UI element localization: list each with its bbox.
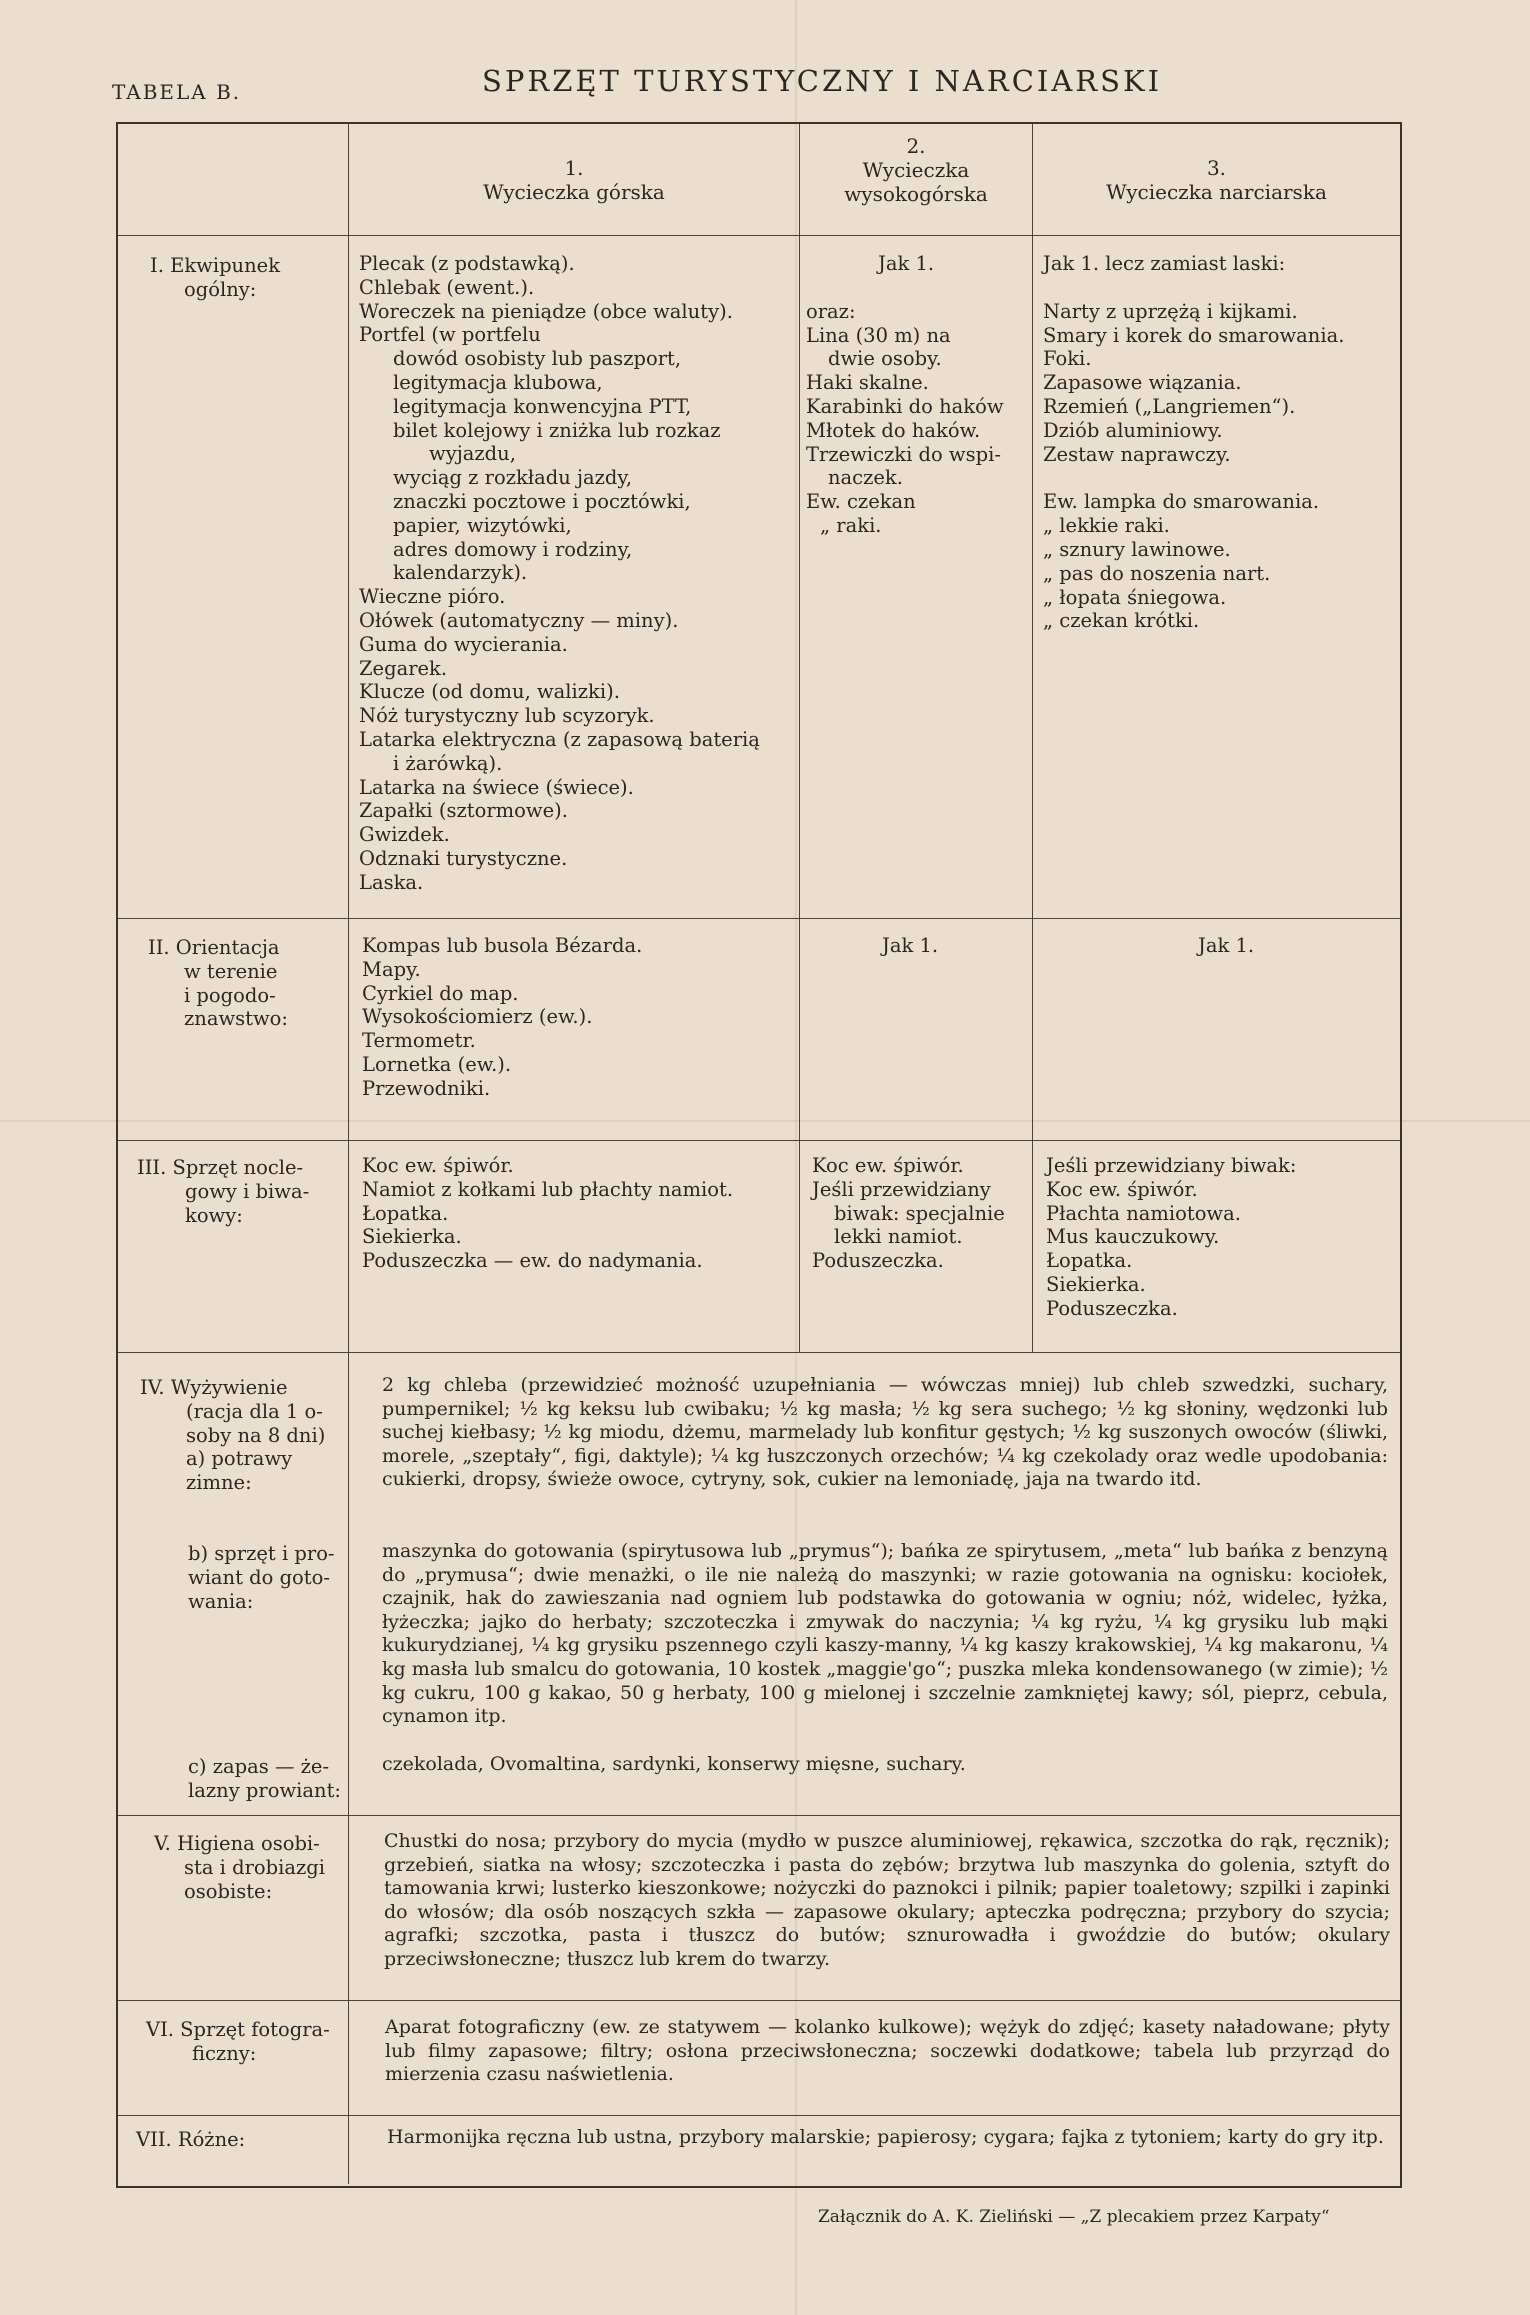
list-item: bilet kolejowy i zniżka lub rozkaz [393,418,721,442]
ekwipunek-col2-list [806,252,1004,538]
list-item: Smary i korek do smarowania. [1043,323,1345,347]
list-item: Portfel (w portfelu [359,323,541,347]
list-item: Foki. [1043,347,1092,371]
list-item: dowód osobisty lub paszport, [393,347,682,371]
list-item: Chlebak (ewent.). [359,275,535,299]
list-item: Plecak (z podstawką). [359,252,575,275]
rule-section-3 [118,1352,1400,1353]
list-item: znaczki pocztowe i pocztówki, [393,489,691,513]
list-item: „ czekan krótki. [1043,609,1200,633]
list-item: Lina (30 m) na [806,323,951,347]
footer-note: Załącznik do A. K. Zieliński — „Z plecakiem przez Karpaty“ [818,2207,1330,2227]
rule-section-2 [118,1140,1400,1141]
wyzywienie-a-text: 2 kg chleba (przewidzieć możność uzupełniania — wówczas mniej) lub chleb szwedzki, suchary, pumpernikel; ½ kg keksu lub cwibaku; ½ kg masła; ½ kg sera suchego; ½ kg słoniny, wędzonki lub suchej kiełbasy; ½ kg miodu, dżemu, marmelady lub konfitur gęstych; ½ kg suszonych owoców (śliwki, morele, „szeptały“, figi, daktyle); ¼ kg łuszczonych orzechów; ¼ kg czekolady oraz wedle upodobania: cukierki, dropsy, świeże owoce, cytryny, sok, cukier na lemoniadę, jaja na twardo itd. [382,1374,1388,1491]
list-item: Zapasowe wiązania. [1043,371,1242,395]
list-item: Koc ew. śpiwór. [812,1154,964,1177]
list-item: Wieczne pióro. [359,585,506,609]
rule-section-4 [118,1815,1400,1816]
category-wyzywienie-a: IV. Wyżywienie (racja dla 1 o- soby na 8 dni) a) potrawy zimne: [140,1376,326,1495]
list-item: Latarka elektryczna (z zapasową baterią [359,727,760,751]
list-item: Przewodniki. [362,1076,491,1100]
list-item: kalendarzyk). [393,561,528,585]
list-item: oraz: [806,299,856,323]
column-header-1: 1. Wycieczka górska [483,156,665,204]
rule-header [118,235,1400,236]
list-item: Ew. czekan [806,490,916,514]
category-rozne: VII. Różne: [136,2128,246,2151]
list-item: Gwizdek. [359,823,450,847]
list-item: Haki skalne. [806,371,929,395]
nocleg-col3-list [1046,1154,1296,1321]
category-nocleg: III. Sprzęt nocle- gowy i biwa- kowy: [137,1156,310,1227]
list-item: Siekierka. [362,1225,462,1249]
list-item: „ pas do noszenia nart. [1043,561,1271,585]
foto-text: Aparat fotograficzny (ew. ze statywem — kolanko kulkowe); wężyk do zdjęć; kasety naładowane; płyty lub filmy zapasowe; filtry; osłona przeciwsłoneczna; soczewki dodatkowe; tabela lub przyrząd do mierzenia czasu naświetlenia. [385,2016,1390,2086]
list-item: legitymacja klubowa, [393,370,603,394]
list-item: „ łopata śniegowa. [1043,585,1227,609]
list-item: wyciąg z rozkładu jazdy, [393,466,633,490]
list-item: Karabinki do haków [806,394,1004,418]
list-item: Poduszeczka. [1046,1296,1178,1320]
list-item: Poduszeczka. [812,1249,944,1273]
list-item: Jeśli przewidziany biwak: [1046,1154,1297,1177]
list-item: Płachta namiotowa. [1046,1201,1241,1225]
list-item: adres domowy i rodziny, [393,537,633,561]
list-item: Wysokościomierz (ew.). [362,1005,593,1029]
higiena-text: Chustki do nosa; przybory do mycia (mydło w puszce aluminiowej, rękawica, szczotka do rąk, ręcznik); grzebień, siatka na włosy; szczoteczka i pasta do zębów; brzytwa lub maszynka do golenia, sztyft do tamowania krwi; lusterko kieszonkowe; nożyczki do paznokci i pilnik; papier toaletowy; szpilki i zapinki do włosów; dla osób noszących szkła — zapasowe okulary; apteczka podręczna; przybory do szycia; agrafki; szczotka, pasta i tłuszcz do butów; sznurowadła i gwoździe do butów; okulary przeciwsłoneczne; tłuszcz lub krem do twarzy. [384,1830,1390,1970]
list-item: Zegarek. [359,656,448,680]
list-item: legitymacja konwencyjna PTT, [393,394,692,418]
list-item: „ sznury lawinowe. [1043,537,1231,561]
list-item: i żarówką). [393,751,503,775]
wyzywienie-c-text: czekolada, Ovomaltina, sardynki, konserwy mięsne, suchary. [382,1753,966,1775]
list-item: Poduszeczka — ew. do nadymania. [362,1249,703,1273]
list-item: Latarka na świece (świece). [359,775,634,799]
category-higiena: V. Higiena osobi- sta i drobiazgi osobiste: [154,1832,325,1903]
list-item: Jak 1. [878,252,935,275]
table-label: TABELA B. [112,80,242,104]
list-item: Odznaki turystyczne. [359,846,568,870]
orientacja-col3: Jak 1. [1198,934,1255,957]
list-item: Cyrkiel do map. [362,981,519,1005]
list-item: wyjazdu, [429,442,516,466]
list-item: Siekierka. [1046,1272,1146,1296]
orientacja-col1-list [362,934,642,1101]
list-item: Trzewiczki do wspi- [806,442,1001,466]
ekwipunek-col1-list [359,252,760,895]
list-item: dwie osoby. [828,347,942,371]
category-wyzywienie-b: b) sprzęt i pro- wiant do goto- wania: [188,1542,335,1613]
list-item: „ raki. [820,513,882,537]
list-item: Guma do wycierania. [359,632,568,656]
rule-section-6 [118,2115,1400,2116]
list-item: Kompas lub busola Bézarda. [362,934,643,957]
list-item: Jak 1. lecz zamiast laski: [1043,252,1286,275]
list-item: Woreczek na pieniądze (obce waluty). [359,299,733,323]
rule-column-1 [799,124,800,1352]
list-item: Koc ew. śpiwór. [362,1154,514,1177]
list-item: Ew. lampka do smarowania. [1043,490,1320,514]
list-item: Łopatka. [1046,1249,1133,1273]
list-item: Zestaw naprawczy. [1043,442,1231,466]
category-wyzywienie-c: c) zapas — że- lazny prowiant: [188,1755,341,1802]
list-item: Młotek do haków. [806,418,981,442]
list-item: Nóż turystyczny lub scyzoryk. [359,704,655,728]
orientacja-col2: Jak 1. [882,934,939,957]
list-item: Rzemień („Langriemen“). [1043,394,1296,418]
nocleg-col1-list [362,1154,733,1273]
rule-column-2 [1032,124,1033,1352]
list-item: Ołówek (automatyczny — miny). [359,608,679,632]
category-orientacja: II. Orientacja w terenie i pogodo- znawstwo: [148,936,288,1031]
list-item: Łopatka. [362,1201,449,1225]
column-header-2: 2. Wycieczka wysokogórska [844,134,988,206]
category-foto: VI. Sprzęt fotogra- ficzny: [146,2018,330,2065]
list-item: Termometr. [362,1029,476,1053]
nocleg-col2-list [812,1154,1005,1273]
list-item: lekki namiot. [834,1225,963,1249]
list-item: Klucze (od domu, walizki). [359,680,620,704]
wyzywienie-b-text: maszynka do gotowania (spirytusowa lub „prymus“); bańka ze spirytusem, „meta“ lub bańka z benzyną do „prymusa“; dwie menażki, o ile nie należą do maszynki; w razie gotowania na ognisku: kociołek, czajnik, hak do zawieszania nad ogniem lub podstawka do gotowania w ogniu; nóż, widelec, łyżka, łyżeczka; jajko do herbaty; szczoteczka i zmywak do naczynia; ¼ kg ryżu, ¼ kg grysiku lub mąki kukurydzianej, ¼ kg grysiku pszennego czyli kaszy-manny, ¼ kg kaszy krakowskiej, ¼ kg makaronu, ¼ kg masła lub smalcu do gotowania, 10 kostek „maggie'go“; puszka mleka kondensowanego (w zimie); ½ kg cukru, 100 g kakao, 50 g herbaty, 100 g mielonej i szczelnie zamkniętej kawy; sól, pieprz, cebula, cynamon itp. [382,1540,1388,1728]
column-header-3: 3. Wycieczka narciarska [1106,156,1327,204]
list-item: Narty z uprzężą i kijkami. [1043,299,1298,323]
page-title: SPRZĘT TURYSTYCZNY I NARCIARSKI [482,64,1163,98]
rule-section-1 [118,918,1400,919]
list-item: biwak: specjalnie [834,1201,1005,1225]
category-ekwipunek: I. Ekwipunek ogólny: [150,254,281,301]
list-item: Dziób aluminiowy. [1043,418,1223,442]
list-item: papier, wizytówki, [393,513,572,537]
rule-section-5 [118,2000,1400,2001]
list-item: Jeśli przewidziany [812,1177,991,1201]
list-item: Mus kauczukowy. [1046,1225,1220,1249]
list-item: Koc ew. śpiwór. [1046,1177,1198,1201]
rozne-text: Harmonijka ręczna lub ustna, przybory malarskie; papierosy; cygara; fajka z tytoniem; karty do gry itp. [387,2126,1384,2148]
list-item: Namiot z kołkami lub płachty namiot. [362,1177,734,1201]
list-item: naczek. [828,466,903,490]
ekwipunek-col3-list [1043,252,1344,633]
list-item: Laska. [359,870,424,894]
list-item: Mapy. [362,957,421,981]
list-item: „ lekkie raki. [1043,514,1170,538]
list-item: Zapałki (sztormowe). [359,799,568,823]
rule-category-column [348,124,349,2184]
list-item: Lornetka (ew.). [362,1052,512,1076]
